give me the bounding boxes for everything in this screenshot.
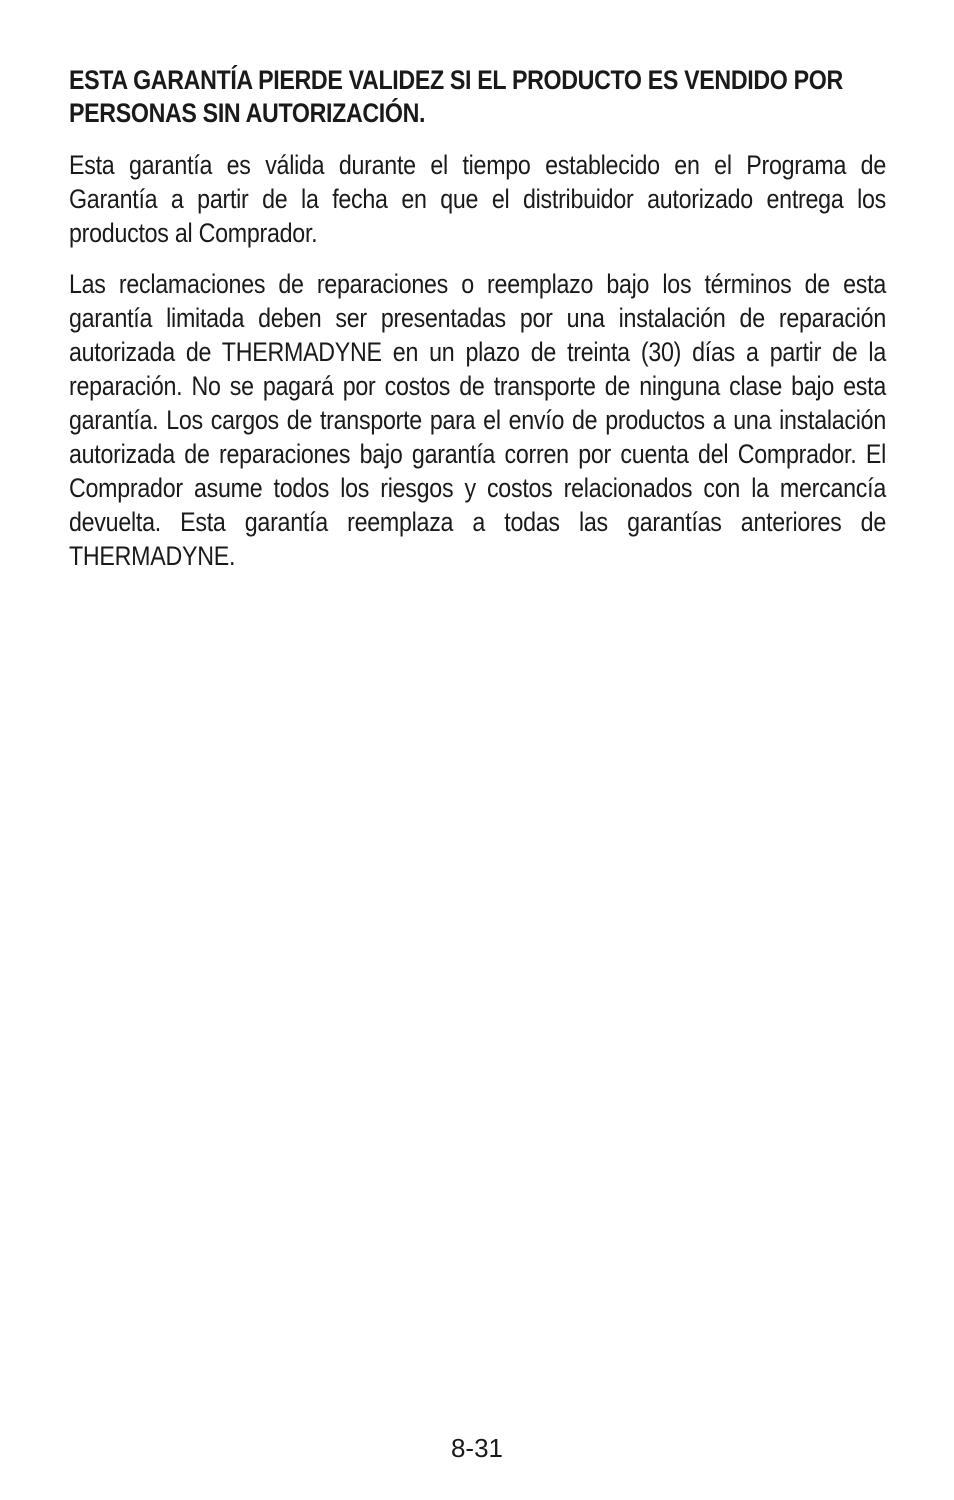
document-body xyxy=(69,64,886,590)
page-number: 8-31 xyxy=(450,1433,504,1463)
warranty-claims-paragraph: Las reclamaciones de reparaciones o reemplazo bajo los términos de esta garantía limitada deben ser presentadas por una instalación de reparación autorizada de THERMADYNE en un plazo de treinta (30) días a partir de la reparación. No se pagará por costos de transporte de ninguna clase bajo esta garantía. Los cargos de transporte para el envío de productos a una instalación autorizada de reparaciones bajo garantía corren por cuenta del Comprador. El Comprador asume todos los riesgos y costos relacionados con la mercancía devuelta. Esta garantía reemplaza a todas las garantías anteriores de THERMADYNE. xyxy=(69,269,886,571)
warranty-heading: ESTA GARANTÍA PIERDE VALIDEZ SI EL PRODUCTO ES VENDIDO POR PERSONAS SIN AUTORIZACIÓN. xyxy=(69,65,843,128)
warranty-validity-paragraph: Esta garantía es válida durante el tiempo establecido en el Programa de Garantía a partir de la fecha en que el distribuidor autorizado entrega los productos al Comprador. xyxy=(69,150,886,248)
